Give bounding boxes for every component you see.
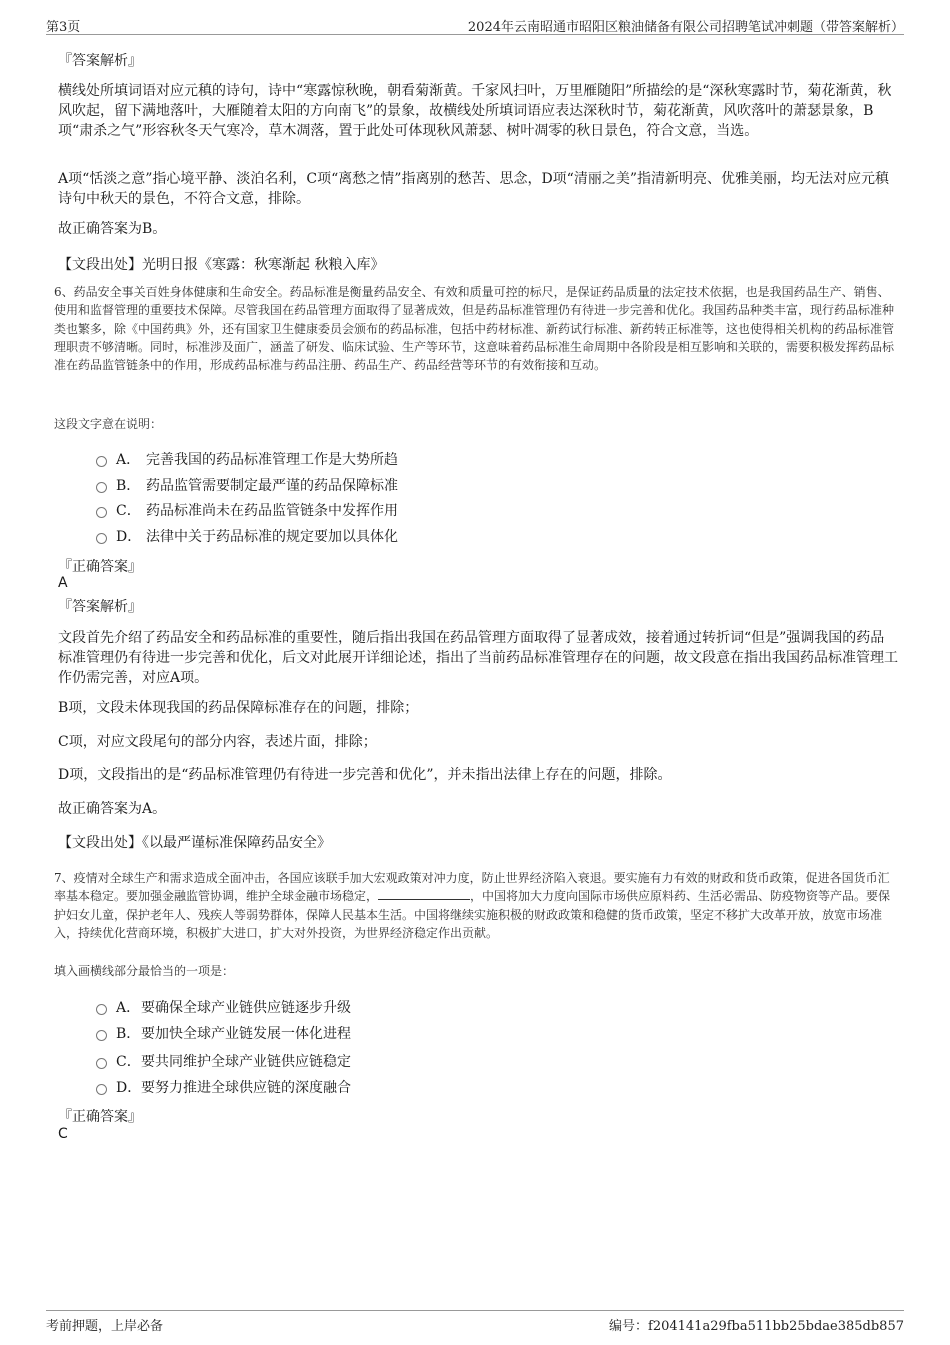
radio-icon[interactable] bbox=[96, 1058, 107, 1069]
q6-conclusion: 故正确答案为A。 bbox=[58, 801, 167, 817]
q6-analysis-para2: B项，文段未体现我国的药品保障标准存在的问题，排除； bbox=[58, 700, 419, 716]
option-letter: C． bbox=[116, 1054, 141, 1070]
q6-option-d[interactable] bbox=[96, 526, 398, 546]
q7-correct-answer: C bbox=[58, 1126, 68, 1142]
q6-correct-label: 『正确答案』 bbox=[58, 559, 142, 575]
q5-conclusion: 故正确答案为B。 bbox=[58, 221, 167, 237]
q5-analysis-para1: 横线处所填词语对应元稹的诗句，诗中“寒露惊秋晚，朝看菊渐黄。千家风扫叶，万里雁随阳”所描绘的是“深秋寒露时节，菊花渐黄，秋风吹起，留下满地落叶，大雁随着太阳的方向南飞”的景象，故横线处所填词语应表达深秋时节，菊花渐黄，风吹落叶的萧瑟景象，B项“肃杀之气”形容秋冬天气寒冷，草木凋落，置于此处可体现秋风萧瑟、树叶凋零的秋日景色，符合文意，当选。 bbox=[58, 83, 892, 139]
option-text: 要共同维护全球产业链供应链稳定 bbox=[141, 1054, 351, 1070]
page-header bbox=[46, 14, 904, 35]
radio-icon[interactable] bbox=[96, 1030, 107, 1041]
document-title: 2024年云南昭通市昭阳区粮油储备有限公司招聘笔试冲刺题（带答案解析） bbox=[467, 20, 904, 35]
q6-source: 【文段出处】《以最严谨标准保障药品安全》 bbox=[58, 835, 331, 851]
q6-analysis-para1: 文段首先介绍了药品安全和药品标准的重要性，随后指出我国在药品管理方面取得了显著成效，接着通过转折词“但是”强调我国的药品标准管理仍有待进一步完善和优化，后文对此展开详细论述，指出了当前药品标准管理存在的问题，故文段意在指出我国药品标准管理工作仍需完善，对应A项。 bbox=[58, 630, 898, 686]
q5-source: 【文段出处】光明日报《寒露：秋寒渐起 秋粮入库》 bbox=[58, 257, 385, 273]
document-id: 编号：f204141a29fba511bb25bdae385db857 bbox=[609, 1319, 904, 1334]
q6-analysis-para3: C项，对应文段尾句的部分内容，表述片面，排除； bbox=[58, 734, 377, 750]
option-letter: D． bbox=[116, 529, 142, 545]
option-letter: B． bbox=[116, 1026, 141, 1042]
q6-analysis-label: 『答案解析』 bbox=[58, 599, 142, 615]
q6-analysis-para4: D项，文段指出的是“药品标准管理仍有待进一步完善和优化”，并未指出法律上存在的问题，排除。 bbox=[58, 767, 672, 783]
option-letter: A． bbox=[116, 1000, 141, 1016]
option-text: 要努力推进全球供应链的深度融合 bbox=[141, 1080, 351, 1096]
q7-option-c[interactable] bbox=[96, 1051, 351, 1071]
option-text: 要加快全球产业链发展一体化进程 bbox=[141, 1026, 351, 1042]
q7-correct-label: 『正确答案』 bbox=[58, 1109, 142, 1125]
q7-stem-before: 7、疫情对全球生产和需求造成全面冲击，各国应该联手加大宏观政策对冲力度，防止世界经济陷入衰退。要实施有力有效的财政和货币政策，促进各国货币汇率基本稳定。要加强金融监管协调，维护全球金融市场稳定， bbox=[54, 871, 890, 904]
option-letter: C． bbox=[116, 503, 141, 519]
radio-icon[interactable] bbox=[96, 456, 107, 467]
q5-analysis-label: 『答案解析』 bbox=[58, 53, 142, 69]
option-letter: B． bbox=[116, 478, 141, 494]
q7-option-d[interactable] bbox=[96, 1077, 351, 1097]
q7-option-a[interactable] bbox=[96, 997, 351, 1017]
fill-blank bbox=[378, 887, 470, 900]
radio-icon[interactable] bbox=[96, 1004, 107, 1015]
option-text: 药品监管需要制定最严谨的药品保障标准 bbox=[146, 478, 398, 494]
q7-question: 填入画横线部分最恰当的一项是： bbox=[54, 964, 235, 978]
option-text: 药品标准尚未在药品监管链条中发挥作用 bbox=[146, 503, 398, 519]
q5-analysis-para2: A项“恬淡之意”指心境平静、淡泊名利，C项“离愁之情”指离别的愁苦、思念，D项“清丽之美”指清新明亮、优雅美丽，均无法对应元稹诗句中秋天的景色，不符合文意，排除。 bbox=[58, 171, 889, 207]
footer-slogan: 考前押题，上岸必备 bbox=[46, 1319, 164, 1334]
q6-option-a[interactable] bbox=[96, 449, 398, 469]
option-text: 要确保全球产业链供应链逐步升级 bbox=[141, 1000, 351, 1016]
q6-correct-answer: A bbox=[58, 575, 68, 591]
q7-option-b[interactable] bbox=[96, 1023, 351, 1043]
q6-stem: 6、药品安全事关百姓身体健康和生命安全。药品标准是衡量药品安全、有效和质量可控的标尺，是保证药品质量的法定技术依据，也是我国药品生产、销售、使用和监督管理的重要技术保障。尽管我国在药品管理方面取得了显著成效，但是药品标准管理仍有待进一步完善和优化。我国药品种类丰富，现行药品标准种类也繁多，除《中国药典》外，还有国家卫生健康委员会颁布的药品标准，包括中药材标准、新药试行标准、新药转正标准等，这也使得相关机构的药品标准管理职责不够清晰。同时，标准涉及面广，涵盖了研发、临床试验、生产等环节，这意味着药品标准生命周期中各阶段是相互影响和关联的，需要积极发挥药品标准在药品监管链条中的作用，形成药品标准与药品注册、药品生产、药品经营等环节的有效衔接和互动。 bbox=[54, 285, 895, 373]
option-letter: A． bbox=[116, 452, 141, 468]
q7-stem-after: ，中国将加大力度向国际市场供应原料药、生活必需品、防疫物资等产品。要保护妇女儿童，保护老年人、残疾人等弱势群体，保障人民基本生活。中国将继续实施积极的财政政策和稳健的货币政策，坚定不移扩大改革开放，放宽市场准入，持续优化营商环境，积极扩大进口，扩大对外投资，为世界经济稳定作出贡献。 bbox=[54, 889, 891, 940]
q7-stem bbox=[54, 869, 900, 942]
q6-option-c[interactable] bbox=[96, 500, 398, 520]
radio-icon[interactable] bbox=[96, 1084, 107, 1095]
q6-option-b[interactable] bbox=[96, 475, 398, 495]
option-text: 完善我国的药品标准管理工作是大势所趋 bbox=[146, 452, 398, 468]
q6-question: 这段文字意在说明： bbox=[54, 417, 163, 431]
page-footer bbox=[46, 1310, 904, 1335]
radio-icon[interactable] bbox=[96, 533, 107, 544]
radio-icon[interactable] bbox=[96, 482, 107, 493]
radio-icon[interactable] bbox=[96, 507, 107, 518]
page-number: 第3页 bbox=[46, 20, 81, 35]
option-letter: D． bbox=[116, 1080, 142, 1096]
option-text: 法律中关于药品标准的规定要加以具体化 bbox=[146, 529, 398, 545]
